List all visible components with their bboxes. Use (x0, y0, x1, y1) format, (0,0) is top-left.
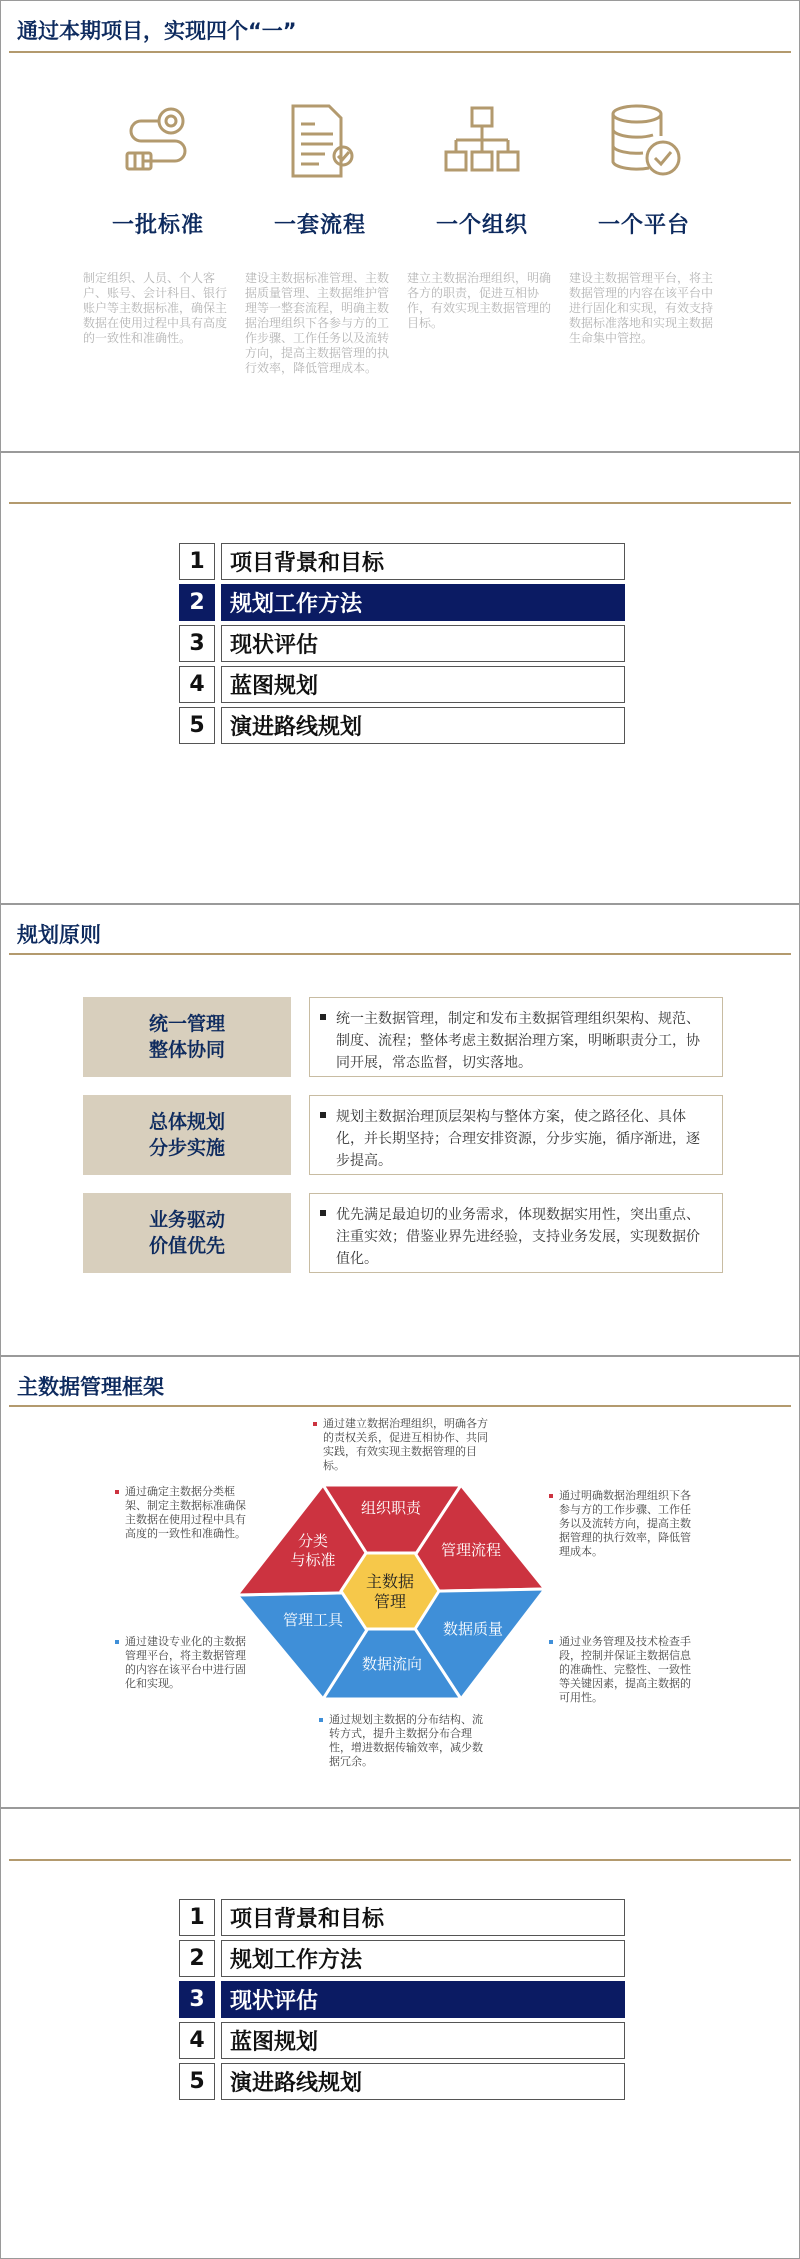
slide-title: 通过本期项目，实现四个“一” (17, 19, 297, 43)
column-title: 一批标准 (111, 213, 204, 238)
title-rule (9, 51, 791, 53)
agenda-label: 现状评估 (221, 1981, 625, 2018)
note-text: 通过明确数据治理组织下各参与方的工作步骤、工作任务以及流转方向，提高主数据管理的执行效率，降低管理成本。 (559, 1489, 691, 1558)
agenda-item[interactable] (179, 1940, 625, 1977)
principle-text-box (309, 1193, 723, 1273)
agenda-item[interactable] (179, 666, 625, 703)
agenda-num: 4 (179, 2022, 215, 2059)
segment-label-process: 管理流程 (440, 1541, 502, 1559)
segment-label-flow: 数据流向 (361, 1655, 423, 1673)
title-rule (9, 953, 791, 955)
agenda-num: 1 (179, 1899, 215, 1936)
agenda-label: 规划工作方法 (221, 584, 625, 621)
column-desc: 建立主数据治理组织，明确各方的职责，促进互相协作，有效实现主数据管理的目标。 (407, 271, 552, 330)
column-title: 一套流程 (273, 213, 366, 238)
cloud-data-icon (113, 96, 203, 186)
principle-line: 分步实施 (148, 1137, 225, 1159)
segment-label-org: 组织职责 (360, 1499, 422, 1517)
bullet-icon (320, 1014, 326, 1020)
principle-line: 统一管理 (148, 1013, 225, 1035)
bullet-icon (320, 1210, 326, 1216)
agenda-label: 演进路线规划 (221, 707, 625, 744)
note-left-top (125, 1485, 249, 1541)
bullet-icon (549, 1494, 553, 1498)
agenda-item[interactable] (179, 707, 625, 744)
slide-principles (0, 904, 800, 1356)
note-left-bottom (125, 1635, 249, 1691)
principle-heading (83, 1193, 291, 1273)
segment-label-cls2: 与标准 (290, 1551, 336, 1569)
column-desc: 建设主数据管理平台，将主数据管理的内容在该平台中进行固化和实现，有效支持数据标准落地和实现主数据生命集中管控。 (569, 271, 714, 345)
column-process (235, 96, 405, 376)
agenda-rule (9, 1859, 791, 1861)
agenda-label: 项目背景和目标 (221, 543, 625, 580)
agenda-label: 演进路线规划 (221, 2063, 625, 2100)
agenda-item[interactable] (179, 543, 625, 580)
column-desc: 建设主数据标准管理、主数据质量管理、主数据维护管理等一整套流程，明确主数据治理组织下各参与方的工作步骤、工作任务以及流转方向，提高主数据管理的执行效率，降低管理成本。 (245, 271, 390, 375)
slide-agenda-1 (0, 452, 800, 904)
segment-label-quality: 数据质量 (442, 1620, 504, 1638)
center-label-1: 主数据 (365, 1572, 415, 1591)
agenda-num: 1 (179, 543, 215, 580)
note-bottom (329, 1713, 489, 1769)
principle-line: 价值优先 (148, 1235, 225, 1257)
org-chart-icon (437, 96, 527, 186)
agenda-num: 5 (179, 707, 215, 744)
agenda-item-active[interactable] (179, 1981, 625, 2018)
agenda-num: 5 (179, 2063, 215, 2100)
agenda-rule (9, 502, 791, 504)
principle-text-box (309, 997, 723, 1077)
agenda-item[interactable] (179, 2063, 625, 2100)
note-text: 通过规划主数据的分布结构、流转方式，提升主数据分布合理性，增进数据传输效率，减少数据冗余。 (329, 1713, 483, 1768)
agenda-num: 2 (179, 584, 215, 621)
principle-text-box (309, 1095, 723, 1175)
agenda-list (179, 1899, 625, 2104)
segment-label-cls1: 分类 (297, 1532, 329, 1550)
column-desc: 制定组织、人员、个人客户、账号、会计科目、银行账户等主数据标准，确保主数据在使用过程中具有高度的一致性和准确性。 (83, 271, 228, 345)
slide-agenda-2 (0, 1808, 800, 2259)
note-text: 通过建立数据治理组织，明确各方的责权关系，促进互相协作、共同实践，有效实现主数据管理的目标。 (323, 1417, 488, 1472)
principle-text: 规划主数据治理顶层架构与整体方案，使之路径化、具体化，并长期坚持；合理安排资源，分步实施，循序渐进，逐步提高。 (336, 1109, 700, 1169)
bullet-icon (115, 1490, 119, 1494)
document-process-icon (275, 96, 365, 186)
agenda-num: 4 (179, 666, 215, 703)
slide-framework (0, 1356, 800, 1808)
principle-heading (83, 1095, 291, 1175)
column-organization (397, 96, 567, 331)
principle-line: 业务驱动 (148, 1209, 225, 1231)
note-right-bottom (559, 1635, 699, 1705)
column-platform (559, 96, 729, 346)
principle-line: 整体协同 (148, 1039, 225, 1061)
agenda-list (179, 543, 625, 748)
bullet-icon (549, 1640, 553, 1644)
note-top (323, 1417, 493, 1473)
principle-text: 优先满足最迫切的业务需求，体现数据实用性，突出重点、注重实效；借鉴业界先进经验，支持业务发展，实现数据价值化。 (336, 1207, 700, 1267)
bullet-icon (115, 1640, 119, 1644)
principle-line: 总体规划 (148, 1111, 225, 1133)
column-title: 一个组织 (435, 213, 528, 238)
bullet-icon (320, 1112, 326, 1118)
agenda-label: 蓝图规划 (221, 2022, 625, 2059)
column-standards (73, 96, 243, 346)
agenda-item[interactable] (179, 625, 625, 662)
agenda-num: 3 (179, 1981, 215, 2018)
agenda-label: 蓝图规划 (221, 666, 625, 703)
agenda-num: 2 (179, 1940, 215, 1977)
column-title: 一个平台 (597, 213, 690, 238)
agenda-item[interactable] (179, 2022, 625, 2059)
slide-title: 规划原则 (17, 923, 101, 947)
agenda-label: 现状评估 (221, 625, 625, 662)
principle-row (83, 997, 723, 1077)
note-text: 通过建设专业化的主数据管理平台，将主数据管理的内容在该平台中进行固化和实现。 (125, 1635, 246, 1690)
agenda-num: 3 (179, 625, 215, 662)
agenda-label: 项目背景和目标 (221, 1899, 625, 1936)
segment-label-tools: 管理工具 (282, 1611, 344, 1629)
principle-heading (83, 997, 291, 1077)
bullet-icon (313, 1422, 317, 1426)
principle-row (83, 1095, 723, 1175)
agenda-item[interactable] (179, 1899, 625, 1936)
note-text: 通过业务管理及技术检查手段，控制并保证主数据信息的准确性、完整性、一致性等关键因素，提高主数据的可用性。 (559, 1635, 691, 1704)
agenda-label: 规划工作方法 (221, 1940, 625, 1977)
principle-text: 统一主数据管理，制定和发布主数据管理组织架构、规范、制度、流程；整体考虑主数据治理方案，明晰职责分工，协同开展，常态监督，切实落地。 (336, 1011, 700, 1071)
note-right-top (559, 1489, 699, 1559)
note-text: 通过确定主数据分类框架、制定主数据标准确保主数据在使用过程中具有高度的一致性和准确性。 (125, 1485, 246, 1540)
agenda-item-active[interactable] (179, 584, 625, 621)
database-check-icon (599, 96, 689, 186)
slide-four-ones (0, 0, 800, 452)
center-label-2: 管理 (373, 1592, 407, 1611)
slide-title: 主数据管理框架 (17, 1375, 164, 1399)
bullet-icon (319, 1718, 323, 1722)
principle-row (83, 1193, 723, 1273)
